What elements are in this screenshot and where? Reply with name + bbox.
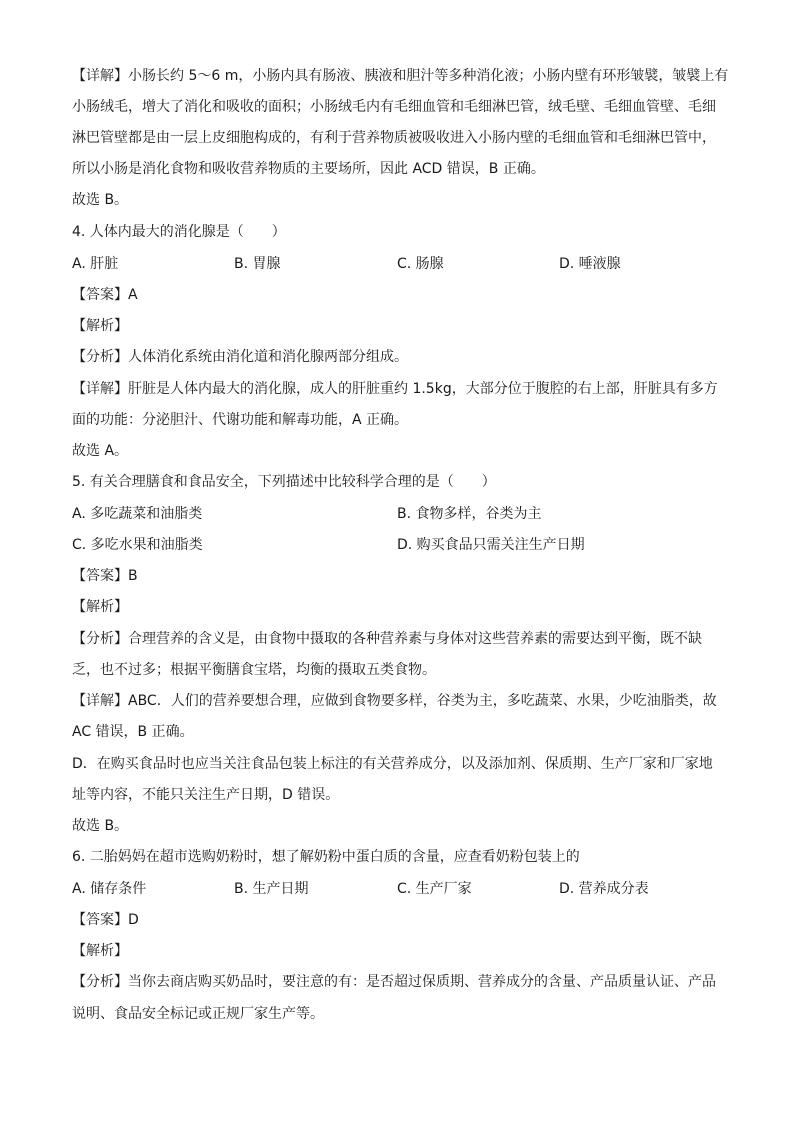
q4-analysis: 【分析】人体消化系统由消化道和消化腺两部分组成。 (72, 349, 408, 365)
q5-analysis-line-2: 乏，也不过多；根据平衡膳食宝塔，均衡的摄取五类食物。 (72, 662, 436, 678)
q5-detail-line-2: AC 错误，B 正确。 (72, 724, 194, 740)
q4-option-c: C. 肠腺 (397, 256, 444, 272)
q4-question: 4. 人体内最大的消化腺是（ ） (72, 224, 286, 240)
q3-conclusion: 故选 B。 (72, 192, 129, 208)
q5-option-a: A. 多吃蔬菜和油脂类 (72, 506, 203, 522)
q5-detail-line-1: 【详解】ABC．人们的营养要想合理，应做到食物要多样，谷类为主，多吃蔬菜、水果，少吃油脂类，故 (72, 693, 717, 709)
q5-detail-line-4: 址等内容，不能只关注生产日期，D 错误。 (72, 787, 340, 803)
q5-analysis-header: 【解析】 (72, 599, 128, 615)
q4-answer: 【答案】A (72, 287, 138, 303)
q5-conclusion: 故选 B。 (72, 818, 129, 834)
q4-detail-line-2: 面的功能：分泌胆汁、代谢功能和解毒功能，A 正确。 (72, 412, 409, 428)
q5-analysis-line-1: 【分析】合理营养的含义是，由食物中摄取的各种营养素与身体对这些营养素的需要达到平衡，既不缺 (72, 631, 702, 647)
q5-detail-line-3: D．在购买食品时也应当关注食品包装上标注的有关营养成分，以及添加剂、保质期、生产厂家和厂家地 (72, 756, 713, 772)
q4-option-d: D. 唾液腺 (559, 256, 621, 272)
q4-option-a: A. 肝脏 (72, 256, 119, 272)
q6-analysis-line-1: 【分析】当你去商店购买奶品时，要注意的有：是否超过保质期、营养成分的含量、产品质量认证、产品 (72, 974, 716, 990)
q6-analysis-line-2: 说明、食品安全标记或正规厂家生产等。 (72, 1006, 324, 1022)
q6-answer: 【答案】D (72, 912, 139, 928)
q6-analysis-header: 【解析】 (72, 943, 128, 959)
q3-detail-line-2: 小肠绒毛，增大了消化和吸收的面积；小肠绒毛内有毛细血管和毛细淋巴管，绒毛壁、毛细血管壁、毛细 (72, 99, 716, 115)
q3-detail-line-3: 淋巴管壁都是由一层上皮细胞构成的，有利于营养物质被吸收进入小肠内壁的毛细血管和毛细淋巴管中， (72, 130, 716, 146)
q5-option-c: C. 多吃水果和油脂类 (72, 537, 203, 553)
q6-question: 6. 二胎妈妈在超市选购奶粉时，想了解奶粉中蛋白质的含量，应查看奶粉包装上的 (72, 849, 580, 865)
q4-conclusion: 故选 A。 (72, 443, 129, 459)
q5-option-d: D. 购买食品只需关注生产日期 (397, 537, 585, 553)
q6-option-d: D. 营养成分表 (559, 881, 649, 897)
q4-option-b: B. 胃腺 (234, 256, 281, 272)
q4-detail-line-1: 【详解】肝脏是人体内最大的消化腺，成人的肝脏重约 1.5kg，大部分位于腹腔的右上部，肝脏具有多方 (72, 381, 718, 397)
q5-answer: 【答案】B (72, 568, 138, 584)
q3-detail-line-1: 【详解】小肠长约 5～6 m，小肠内具有肠液、胰液和胆汁等多种消化液；小肠内壁有环形皱襞，皱襞上有 (72, 68, 729, 84)
q6-option-a: A. 储存条件 (72, 881, 147, 897)
q6-option-b: B. 生产日期 (234, 881, 309, 897)
q5-question: 5. 有关合理膳食和食品安全，下列描述中比较科学合理的是（ ） (72, 474, 496, 490)
q4-analysis-header: 【解析】 (72, 318, 128, 334)
q5-option-b: B. 食物多样，谷类为主 (397, 506, 542, 522)
q6-option-c: C. 生产厂家 (397, 881, 472, 897)
q3-detail-line-4: 所以小肠是消化食物和吸收营养物质的主要场所，因此 ACD 错误，B 正确。 (72, 161, 545, 177)
